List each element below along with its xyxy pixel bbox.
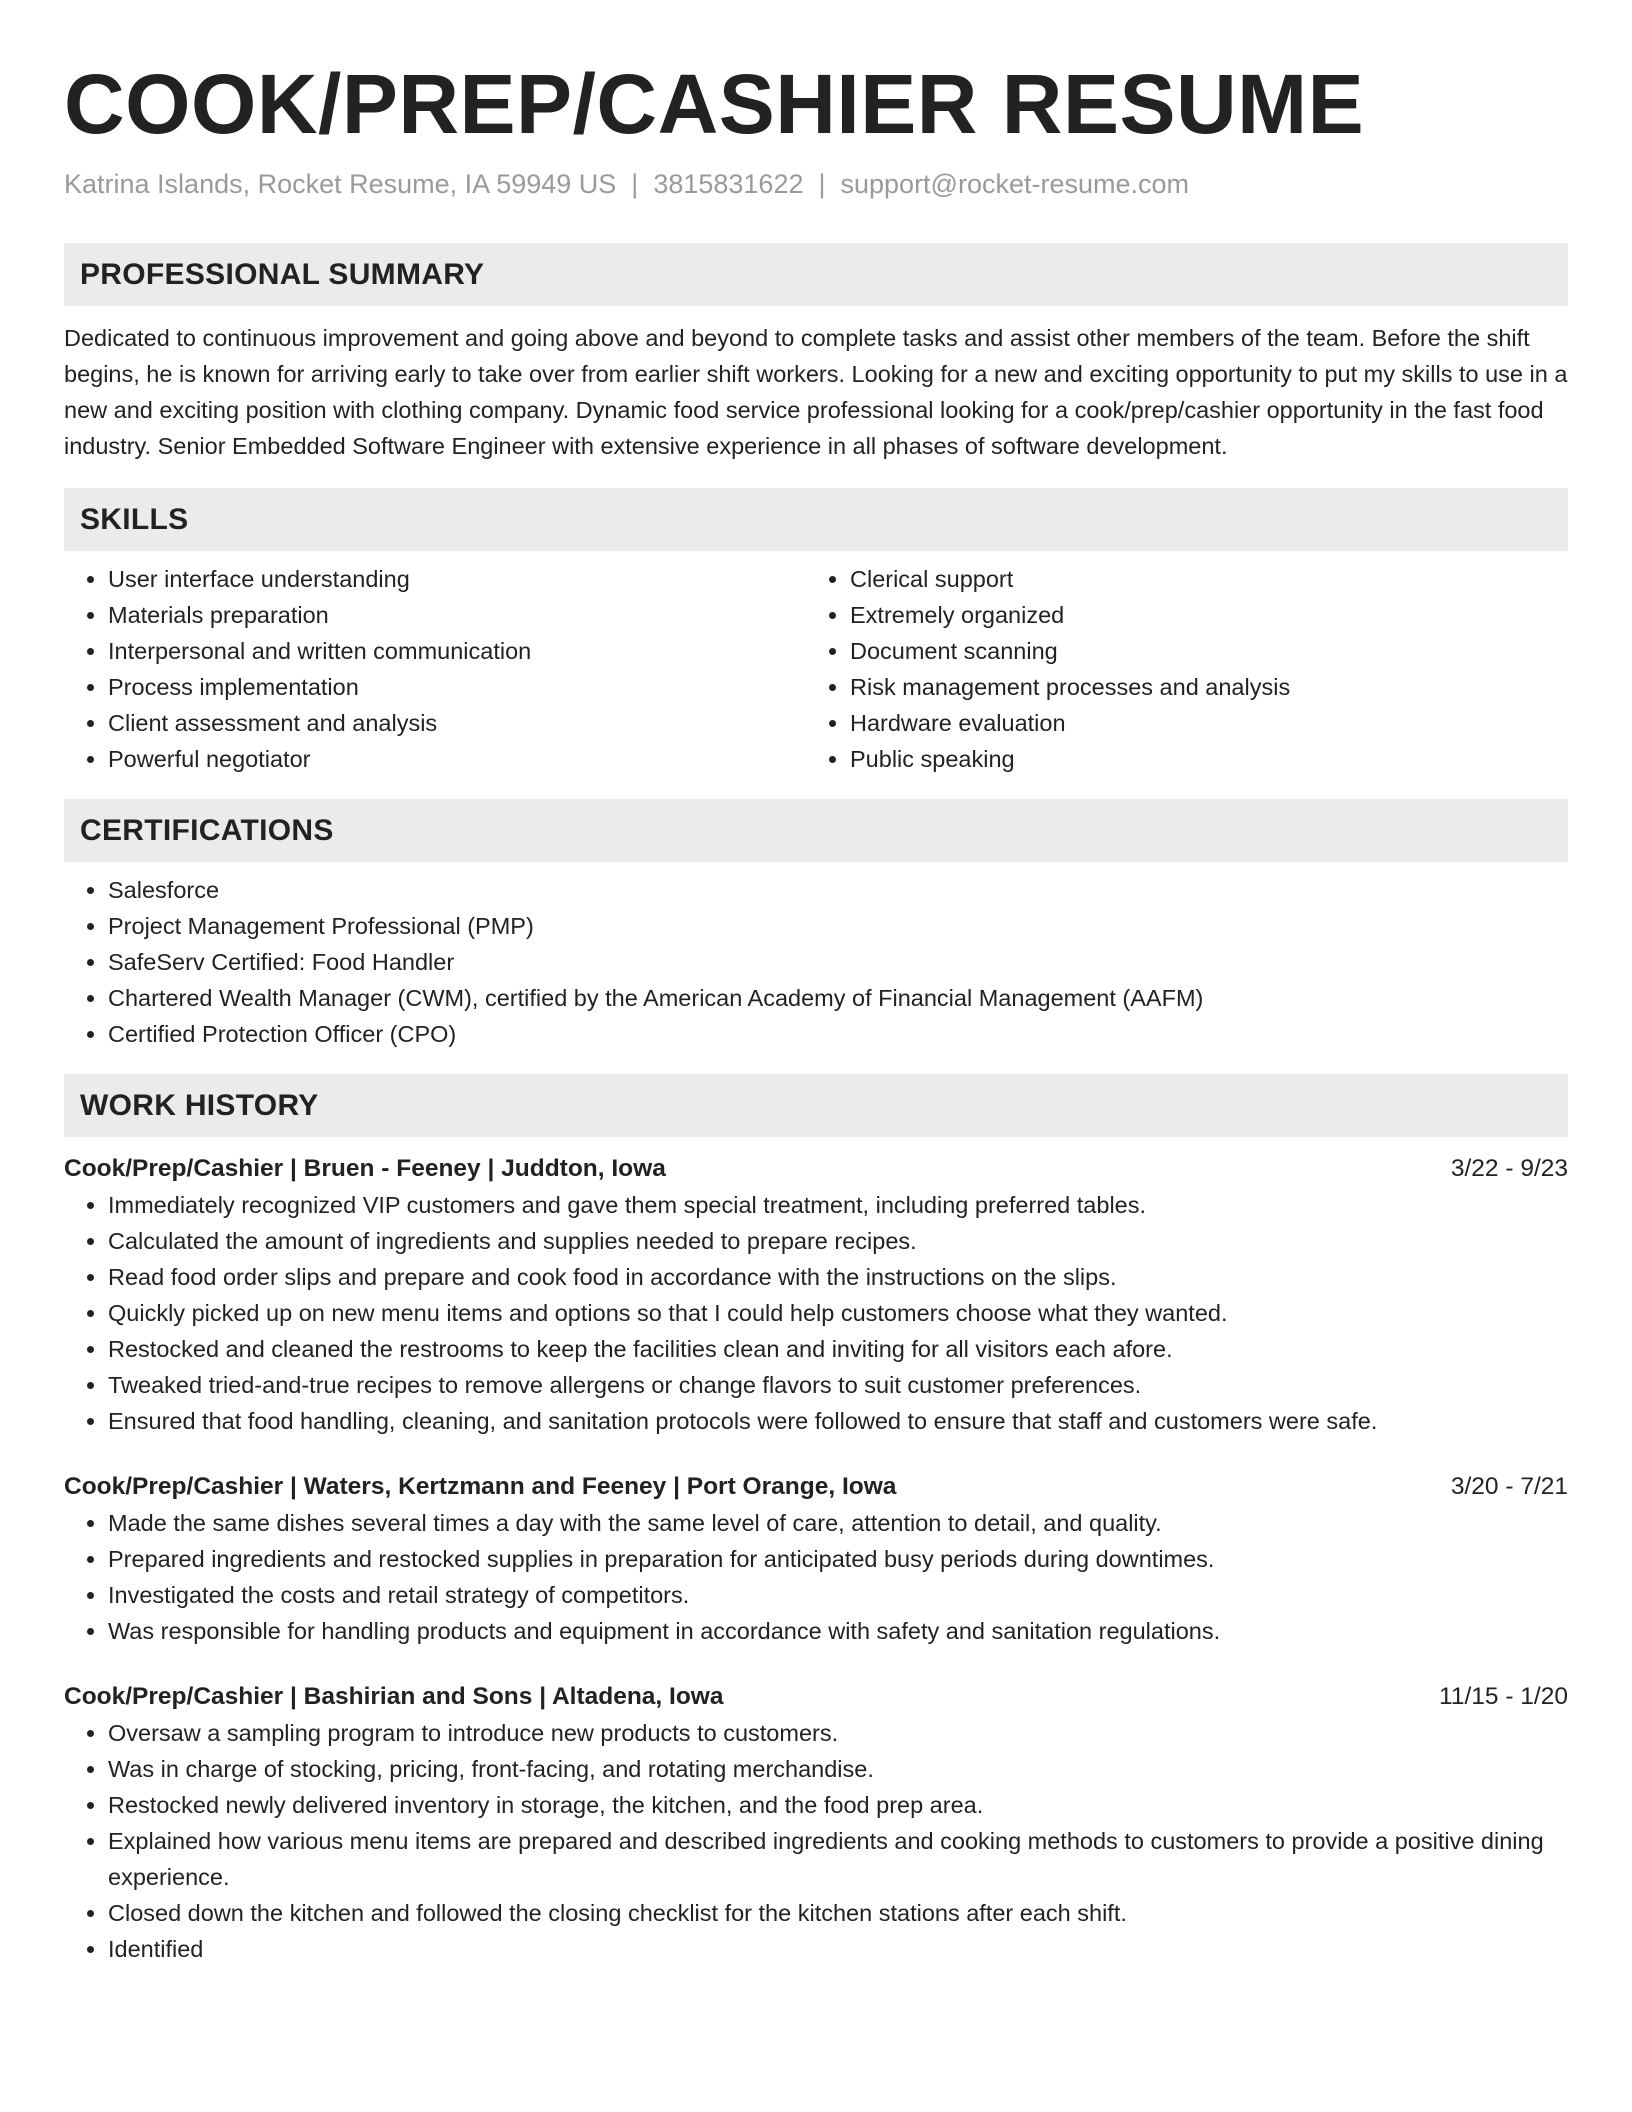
job-dates: 3/22 - 9/23 xyxy=(1450,1155,1568,1182)
job-bullets xyxy=(64,1715,1568,1967)
skill-item: • Clerical support xyxy=(850,561,1548,597)
job-title: Cook/Prep/Cashier | Bashirian and Sons | Altadena, Iowa xyxy=(64,1683,724,1710)
job-entry xyxy=(64,1679,1568,1967)
job-entry xyxy=(64,1151,1568,1439)
contact-email[interactable]: support@rocket-resume.com xyxy=(840,169,1190,199)
contact-phone: 3815831622 xyxy=(653,169,804,199)
job-bullet: • Restocked and cleaned the restrooms to keep the facilities clean and inviting for all visitors each afore. xyxy=(108,1331,1568,1367)
resume-page xyxy=(64,52,1568,1967)
job-header xyxy=(64,1469,1568,1505)
job-bullet: • Tweaked tried-and-true recipes to remove allergens or change flavors to suit customer preferences. xyxy=(108,1367,1568,1403)
job-bullet: • Was in charge of stocking, pricing, front-facing, and rotating merchandise. xyxy=(108,1751,1568,1787)
contact-separator: | xyxy=(631,169,639,199)
skill-item: • Materials preparation xyxy=(108,597,806,633)
job-bullet: • Made the same dishes several times a day with the same level of care, attention to detail, and quality. xyxy=(108,1505,1568,1541)
certification-item: • SafeServ Certified: Food Handler xyxy=(108,944,1568,980)
skill-item: • Extremely organized xyxy=(850,597,1548,633)
skills-column-left xyxy=(64,561,806,777)
skill-item: • User interface understanding xyxy=(108,561,806,597)
job-bullet: • Explained how various menu items are prepared and described ingredients and cooking methods to customers to provide a positive dining experience. xyxy=(108,1823,1568,1895)
job-dates: 11/15 - 1/20 xyxy=(1439,1683,1568,1710)
job-header xyxy=(64,1151,1568,1187)
job-bullet: • Investigated the costs and retail strategy of competitors. xyxy=(108,1577,1568,1613)
certifications-section-header xyxy=(64,799,1568,862)
summary-heading: PROFESSIONAL SUMMARY xyxy=(80,257,485,291)
job-header xyxy=(64,1679,1568,1715)
skills-columns xyxy=(64,561,1568,777)
summary-text: Dedicated to continuous improvement and going above and beyond to complete tasks and assist other members of the team. Before the shift begins, he is known for arriving early to take over from earlier shift workers. Looking for a new and exciting opportunity to put my skills to use in a new and exciting position with clothing company. Dynamic food service professional looking for a cook/prep/cashier opportunity in the fast food industry. Senior Embedded Software Engineer with extensive experience in all phases of software development. xyxy=(64,325,1568,459)
job-bullet: • Oversaw a sampling program to introduce new products to customers. xyxy=(108,1715,1568,1751)
job-bullet: • Restocked newly delivered inventory in storage, the kitchen, and the food prep area. xyxy=(108,1787,1568,1823)
skill-item: • Client assessment and analysis xyxy=(108,705,806,741)
skill-item: • Document scanning xyxy=(850,633,1548,669)
job-bullet: • Closed down the kitchen and followed the closing checklist for the kitchen stations after each shift. xyxy=(108,1895,1568,1931)
skills-section-header xyxy=(64,488,1568,551)
job-bullet: • Was responsible for handling products and equipment in accordance with safety and sanitation regulations. xyxy=(108,1613,1568,1649)
skill-item: • Process implementation xyxy=(108,669,806,705)
job-entry xyxy=(64,1469,1568,1649)
contact-separator: | xyxy=(818,169,826,199)
certification-item: • Project Management Professional (PMP) xyxy=(108,908,1568,944)
certifications-list xyxy=(64,872,1568,1052)
job-bullet: • Calculated the amount of ingredients and supplies needed to prepare recipes. xyxy=(108,1223,1568,1259)
resume-title: COOK/PREP/CASHIER RESUME xyxy=(64,57,1365,151)
job-bullet: • Ensured that food handling, cleaning, and sanitation protocols were followed to ensure that staff and customers were safe. xyxy=(108,1403,1568,1439)
certification-item: • Chartered Wealth Manager (CWM), certified by the American Academy of Financial Management (AAFM) xyxy=(108,980,1568,1016)
skills-heading: SKILLS xyxy=(80,502,189,536)
skill-item: • Interpersonal and written communication xyxy=(108,633,806,669)
job-bullets xyxy=(64,1505,1568,1649)
skill-item: • Public speaking xyxy=(850,741,1548,777)
skill-item: • Powerful negotiator xyxy=(108,741,806,777)
job-title: Cook/Prep/Cashier | Waters, Kertzmann and Feeney | Port Orange, Iowa xyxy=(64,1473,897,1500)
job-dates: 3/20 - 7/21 xyxy=(1450,1473,1568,1500)
skill-item: • Risk management processes and analysis xyxy=(850,669,1548,705)
certifications-heading: CERTIFICATIONS xyxy=(80,813,334,847)
contact-address: Katrina Islands, Rocket Resume, IA 59949 US xyxy=(64,169,617,199)
job-bullet: • Immediately recognized VIP customers and gave them special treatment, including preferred tables. xyxy=(108,1187,1568,1223)
contact-line xyxy=(64,166,1568,202)
job-bullet: • Quickly picked up on new menu items and options so that I could help customers choose what they wanted. xyxy=(108,1295,1568,1331)
job-bullet: • Prepared ingredients and restocked supplies in preparation for anticipated busy periods during downtimes. xyxy=(108,1541,1568,1577)
skill-item: • Hardware evaluation xyxy=(850,705,1548,741)
summary-section-header xyxy=(64,243,1568,306)
job-bullet: • Identified xyxy=(108,1931,1568,1967)
skills-column-right xyxy=(806,561,1548,777)
job-title: Cook/Prep/Cashier | Bruen - Feeney | Juddton, Iowa xyxy=(64,1155,666,1182)
certification-item: • Certified Protection Officer (CPO) xyxy=(108,1016,1568,1052)
work-history-section-header xyxy=(64,1074,1568,1137)
job-bullet: • Read food order slips and prepare and cook food in accordance with the instructions on the slips. xyxy=(108,1259,1568,1295)
work-history-heading: WORK HISTORY xyxy=(80,1088,319,1122)
certification-item: • Salesforce xyxy=(108,872,1568,908)
job-bullets xyxy=(64,1187,1568,1439)
